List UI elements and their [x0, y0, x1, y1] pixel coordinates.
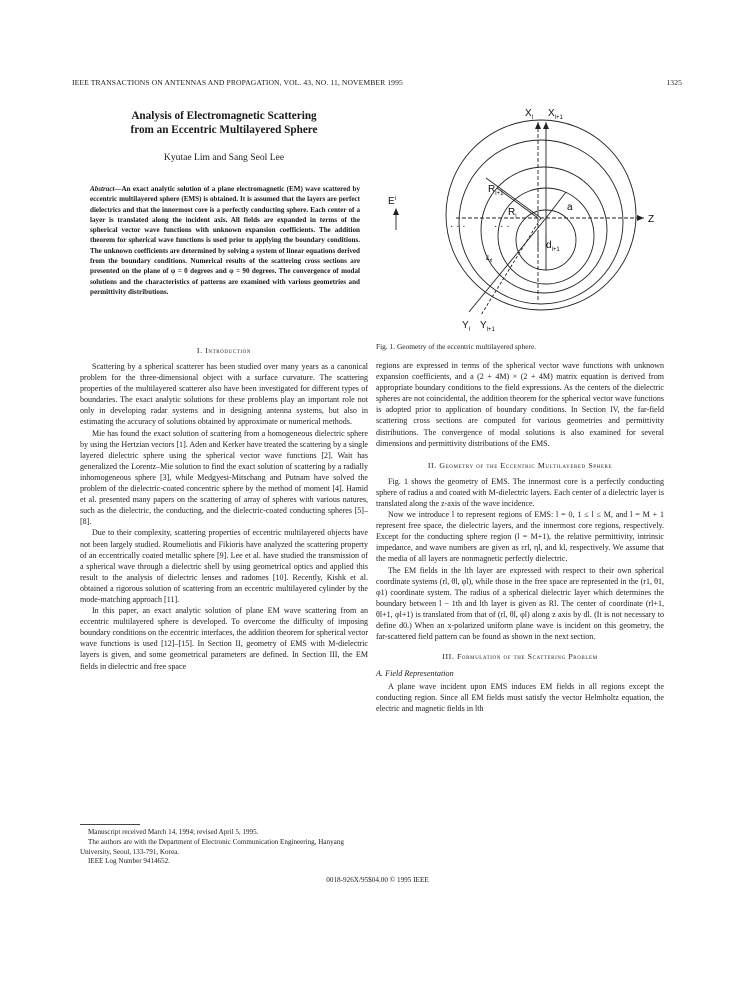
section-heading-geometry: II. Geometry of the Eccentric Multilayered Sphere	[427, 460, 613, 470]
figure-geometry	[376, 100, 676, 335]
x-l1-arrowhead	[543, 122, 549, 129]
intro-paragraph-2: Mie has found the exact solution of scattering from a homogeneous dielectric sphere by using the Hertzian vectors [1]. Aden and Kerker have treated the scattering by a single layered dielectric sphere using the spherical vector wave functions [2]. Wait has generalized the Lorentz–Mie solution to find the exact solution of scattering by a radially inhomogeneous sphere [3], while Medgyesi-Mitschang and Putnam have solved the problem of the dielectric-coated concentric sphere by the method of moment [4]. Hamid et al. presented many papers on the scattering of array of spheres with various natures, such as the dielectric, the conducting, and the dielectric-coated conducting spheres [5]–[8].	[80, 428, 368, 527]
abstract	[90, 184, 360, 297]
label-eps: $\varepsilon_{rl}$	[486, 253, 493, 264]
right-paragraph-1: regions are expressed in terms of the spherical vector wave functions with unknown expansion coefficients, and a (2 + 4M) × (2 + 4M) matrix equation is derived from appropriate boundary conditions to the field expressions. As the centers of the dielectric spheres are not coincidental, the addition theorem for the spherical vector wave functions is adopted prior to application of boundary conditions. In Section IV, the far-field scattering cross sections are computed for various geometries and permittivity distributions. The convergence of modal solutions is also examined for several dimensions and permittivity distributions of the EMS.	[376, 361, 664, 448]
intro-paragraph-3: Due to their complexity, scattering properties of eccentric multilayered objects have not been largely studied. Roumeliotis and Fikioris have analyzed the scattering property of an eccentrically coated metallic sphere [9]. Lee et al. have studied the transmission of a spherical wave through a dielectric shell by using geometrical optics and applied this result to the analysis of dielectric lenses and radomes [10]. Recently, Kishk et al. obtained a rigorous solution of scattering from an eccentric multilayered cylinder by the mode-matching approach [11].	[80, 528, 368, 604]
subsection-heading-field-representation: A. Field Representation	[376, 669, 454, 679]
geometry-paragraph-1: Fig. 1 shows the geometry of EMS. The innermost core is a perfectly conducting sphere of radius a and coated with M-dielectric layers. Each center of a dielectric layer is translated along the z-axis of the wave incidence.	[376, 476, 664, 508]
footnote-log: IEEE Log Number 9414652.	[88, 857, 170, 866]
label-e-i: $E^i$	[388, 196, 397, 207]
paper-title	[80, 110, 368, 137]
geometry-paragraph-3: The EM fields in the lth layer are expressed with respect to their own spherical coordinate systems (rl, θl, φl), while those in the free space are represented in the (r1, θ1, φ1) coordinate system. The radius of a spherical dielectric layer which determines the boundary between l − 1th and lth layer is given as Rl. The center of coordinate (rl+1, θl+1, φl+1) is translated from that of (rl, θl, φl) along z axis by dl. (It is not necessary to define d0.) When an x-polarized uniform plane wave is incident on this geometry, the far-scattered field pattern can be found as shown in the next section.	[376, 565, 664, 642]
figure-caption: Fig. 1. Geometry of the eccentric multilayered sphere.	[376, 342, 537, 351]
geometry-paragraph-2: Now we introduce l to represent regions of EMS: l = 0, 1 ≤ l ≤ M, and l = M + 1 represent free space, the dielectric layers, and the innermost core regions, respectively. Except for the conducting sphere region (l = M+1), the relative permittivity, intrinsic impedance, and wave numbers are given as εrl, ηl, and kl, respectively. We assume that the media of all layers are nonmagnetic perfectly dielectric.	[376, 510, 664, 564]
y-axis	[469, 218, 546, 312]
page-number: 1325	[666, 78, 682, 87]
outer-layer-circle	[446, 120, 636, 310]
e-arrowhead	[393, 208, 399, 215]
label-r-l: $R_l$	[508, 207, 517, 220]
copyright: 0018-926X/95$04.00 © 1995 IEEE	[326, 876, 429, 884]
intro-paragraph-1: Scattering by a spherical scatterer has been studied over many years as a canonical problem for the three-dimensional object with a surface curvature. The scattering properties of the multilayered scatterer also have been investigated for different types of boundaries. The exact analytic solutions for these problems play an important role not only in developing radar systems and in designing antenna systems, but also in estimating the accuracy of solutions obtained by approximate or numerical methods.	[80, 362, 368, 427]
radius-a	[546, 192, 566, 218]
label-r-l1: $R_{l+1}$	[488, 184, 504, 197]
label-y-l: $Y_l$	[462, 320, 471, 333]
section-heading-introduction: I. Introduction	[196, 346, 252, 355]
title-line-1: Analysis of Electromagnetic Scattering	[131, 110, 317, 122]
label-dots-right: · · ·	[494, 221, 510, 232]
abstract-text: An exact analytic solution of a plane electromagnetic (EM) wave scattered by eccentric multilayered sphere (EMS) is obtained. It is assumed that the layers are perfect dielectrics and that the innermost core is a perfectly conducting sphere. Each center of a layer is translated along the incident axis. All fields are expanded in terms of the spherical vector wave functions with unknown expansion coefficients. The addition theorem for spherical wave functions is used prior to applying the boundary conditions. The unknown coefficients are determined by solving a system of linear equations derived from the boundary conditions. Numerical results of the scattering cross sections are presented on the plane of φ = 0 degrees and φ = 90 degrees. The convergence of modal solutions and the characteristics of patterns are examined with various geometries and permittivity distributions.	[90, 185, 360, 296]
z-arrowhead	[637, 215, 644, 221]
label-y-l1: $Y_{l+1}$	[480, 320, 495, 333]
footnote-rule	[80, 824, 140, 825]
running-head	[72, 78, 682, 87]
footnote	[80, 824, 368, 867]
label-z: Z	[648, 214, 655, 225]
right-column	[376, 360, 664, 714]
footnote-received: Manuscript received March 14, 1994; revised April 5, 1995.	[88, 828, 259, 836]
left-column	[80, 346, 368, 672]
label-d-l1: $d_{l+1}$	[546, 240, 560, 253]
label-dots-left: · · ·	[450, 221, 466, 232]
label-a: a	[567, 202, 573, 213]
abstract-label: Abstract—	[90, 185, 122, 193]
journal-header: IEEE TRANSACTIONS ON ANTENNAS AND PROPAGATION, VOL. 43, NO. 11, NOVEMBER 1995	[72, 78, 403, 87]
intro-paragraph-4: In this paper, an exact analytic solution of plane EM wave scattering from an eccentric multilayered sphere is developed. To overcome the difficulty of imposing boundary conditions on the eccentric interfaces, the addition theorem for spherical vector wave functions is used [12]–[15]. In Section II, geometry of EMS with M-dielectric layers is given, and some geometrical parameters are defined. In Section III, the EM fields in dielectric and free space	[80, 606, 368, 671]
section-heading-formulation: III. Formulation of the Scattering Problem	[442, 652, 598, 662]
label-x-l: $X_l$	[525, 108, 534, 121]
authors: Kyutae Lim and Sang Seol Lee	[163, 152, 285, 163]
footnote-affiliation: The authors are with the Department of Electronic Communication Engineering, Hanyang University, Seoul, 133-791, Korea.	[80, 837, 344, 856]
x-l-arrowhead	[535, 122, 541, 129]
layer-l-circle	[459, 140, 623, 304]
label-x-l1: $X_{l+1}$	[548, 108, 563, 121]
title-line-2: from an Eccentric Multilayered Sphere	[130, 123, 318, 136]
field-rep-paragraph: A plane wave incident upon EMS induces EM fields in all regions except the conducting region. Since all EM fields must satisfy the vector Helmholtz equation, the electric and magnetic fields in lth	[376, 682, 664, 714]
